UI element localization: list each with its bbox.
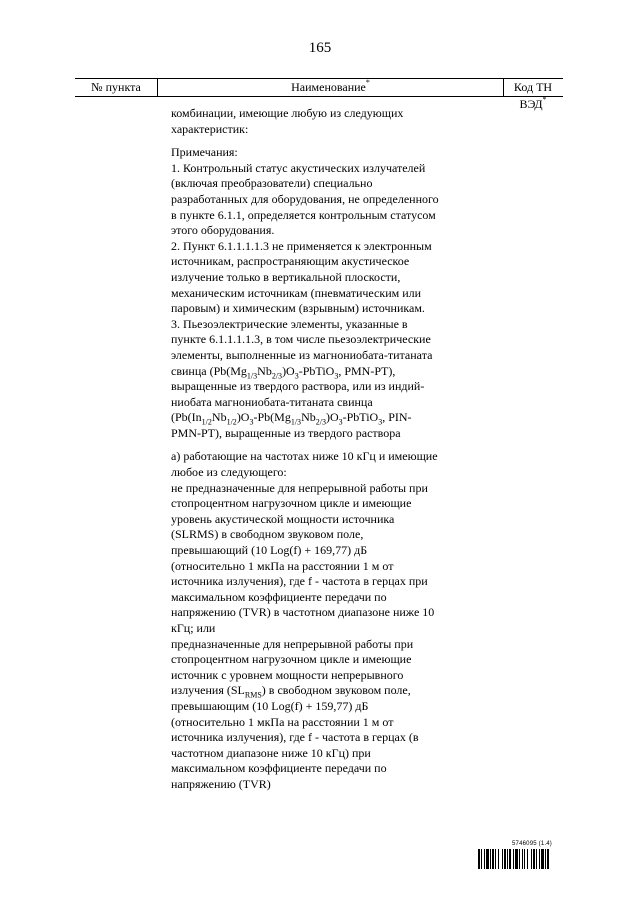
column-header-number <box>75 79 157 96</box>
note-3: 3. Пьезоэлектрические элементы, указанные в пункте 6.1.1.1.1.3, в том числе пьезоэлектрические элементы, выполненные из магнониобата-титаната свинца ($Pb(Mg_{1/3}Nb_{2/3})O_3-PbTiO_3$, PMN-PT), выращенные из твердого раствора, или из индий-ниобата магнониобата-титаната свинца ($Pb(In_{1/2}Nb_{1/2})O_3-Pb(Mg_{1/3}Nb_{2/3})O_3-PbTiO_3$, PIN-PMN-PT), выращенные из твердого раствора <box>171 316 433 440</box>
barcode-number: 5746095 (1.4) <box>512 841 552 847</box>
note-2: 2. Пункт 6.1.1.1.1.3 не применяется к электронным источникам, распространяющим акустическое излучение только в вертикальной плоскости, механическим источникам (пневматическим или паровым) и химическим (взрывным) источникам. <box>171 238 432 316</box>
item-a-condition-2: предназначенные для непрерывной работы при стопроцентном нагрузочном цикле и имеющие источник с уровнем мощности непрерывного излучения $(SL_{RMS})$ в свободном звуковом поле, превышающим (10 Log(f) + 159,77) дБ (относительно 1 мкПа на расстоянии 1 м от источника излучения), где f - частота в герцах (в частотном диапазоне ниже 10 кГц) при максимальном коэффициенте передачи по напряжению (TVR) <box>171 636 419 791</box>
column-header-name-label: Наименование <box>291 80 366 94</box>
item-a-condition-1: не предназначенные для непрерывной работы при стопроцентном нагрузочном цикле и имеющие уровень акустической мощности источника (SLRMS) в свободном звуковом поле, превышающий (10 Log(f) + 169,77) дБ (относительно 1 мкПа на расстоянии 1 м от источника излучения), где f - частота в герцах при максимальном коэффициенте передачи по напряжению (TVR) в частотном диапазоне ниже 10 кГц; или <box>171 480 435 635</box>
note-1: 1. Контрольный статус акустических излучателей (включая преобразователи) специально разработанных для оборудования, не определенного в пункте 6.1.1, определяется контрольным статусом этого оборудования. <box>171 160 439 238</box>
barcode-image <box>478 849 586 869</box>
column-header-name <box>157 79 504 96</box>
column-header-code-label: Код ТН ВЭД <box>513 80 553 111</box>
table-header <box>75 78 563 111</box>
column-header-number-label: № пункта <box>91 80 141 94</box>
barcode-block <box>478 841 586 869</box>
item-a: а) работающие на частотах ниже 10 кГц и имеющие любое из следующего: <box>171 449 438 480</box>
footnote-mark: * <box>542 95 547 104</box>
notes-title: Примечания: <box>171 145 238 160</box>
footnote-mark: * <box>365 78 370 87</box>
description-cell <box>171 106 441 793</box>
intro-paragraph: комбинации, имеющие любую из следующих характеристик: <box>171 106 404 136</box>
page-number: 165 <box>308 40 332 56</box>
column-header-code <box>503 79 563 111</box>
barcode-bar <box>549 849 550 869</box>
